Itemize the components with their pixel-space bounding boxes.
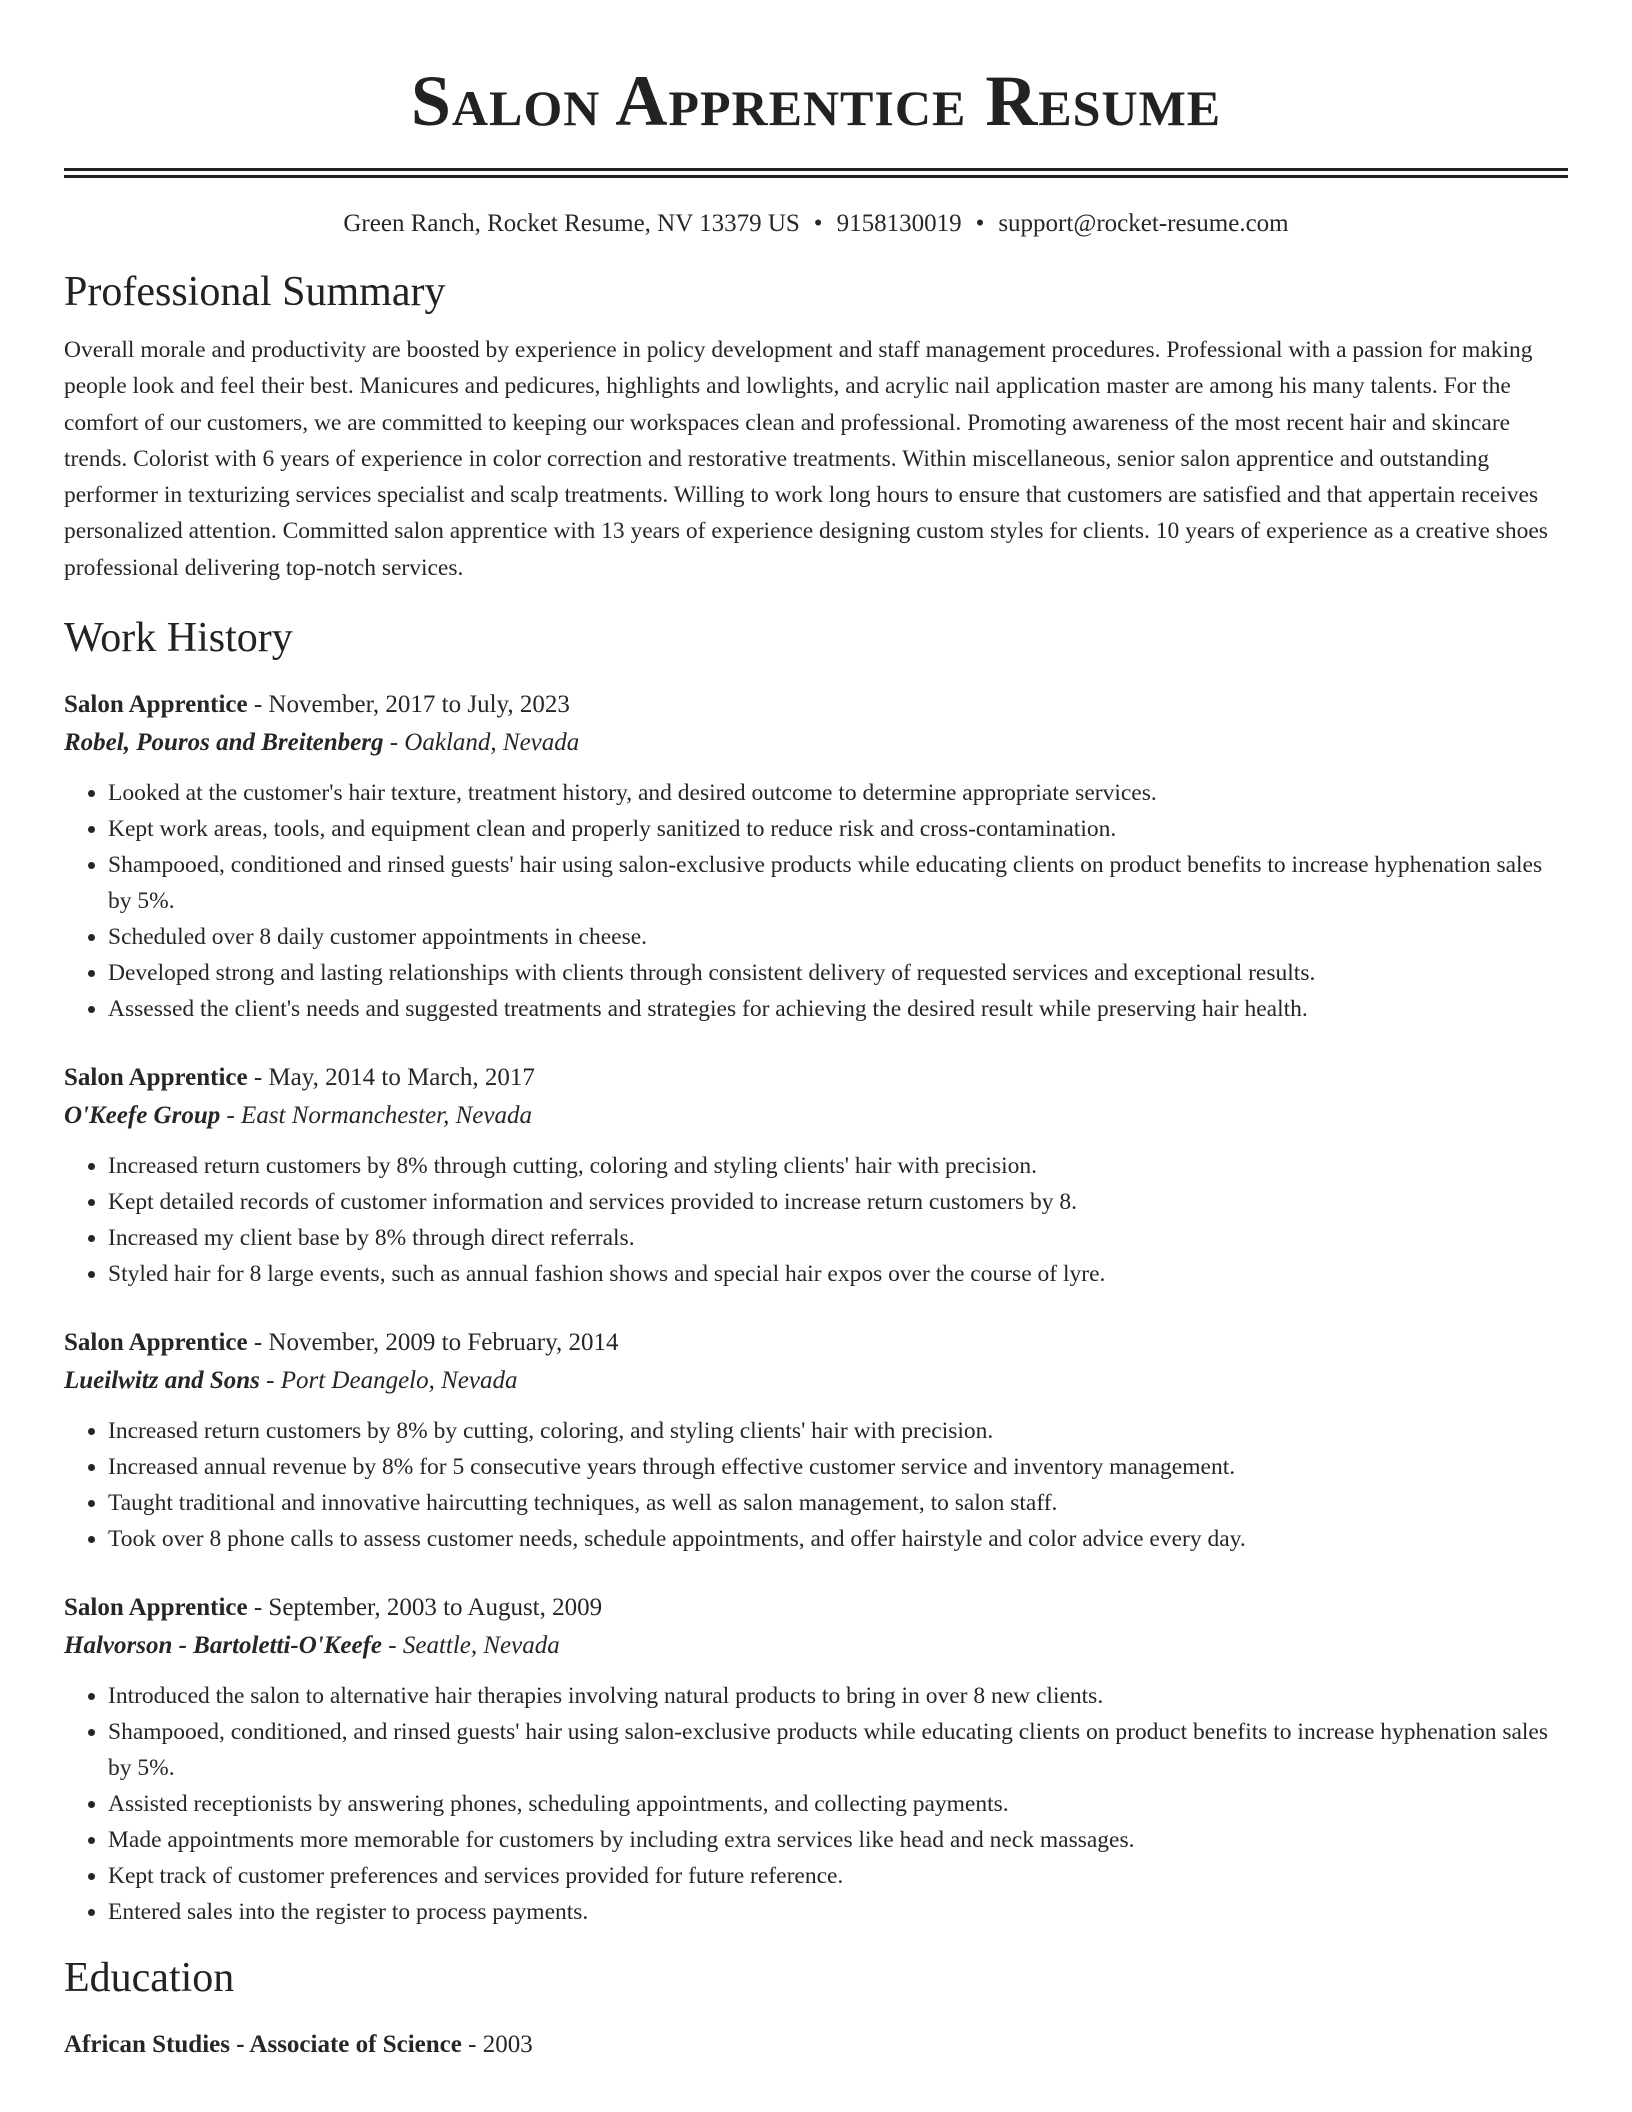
work-history-list xyxy=(64,686,1568,1930)
job-bullet: • Took over 8 phone calls to assess customer needs, schedule appointments, and offer hairstyle and color advice every day. xyxy=(108,1521,1568,1557)
job-location: - Port Deangelo, Nevada xyxy=(259,1367,518,1395)
job-bullet: • Increased annual revenue by 8% for 5 consecutive years through effective customer service and inventory management. xyxy=(108,1449,1568,1485)
job-location: - East Normanchester, Nevada xyxy=(220,1102,533,1130)
job-header xyxy=(64,1059,1568,1097)
job-dates: - September, 2003 to August, 2009 xyxy=(247,1594,603,1622)
job-bullets xyxy=(64,1678,1568,1930)
job-bullet: • Taught traditional and innovative haircutting techniques, as well as salon management, to salon staff. xyxy=(108,1485,1568,1521)
job-entry xyxy=(64,686,1568,1027)
job-role: Salon Apprentice xyxy=(64,691,248,719)
job-role: Salon Apprentice xyxy=(64,1594,248,1622)
work-history-heading: Work History xyxy=(64,615,293,662)
resume-page xyxy=(64,0,1568,2064)
job-bullet: • Shampooed, conditioned and rinsed guests' hair using salon-exclusive products while educating clients on product benefits to increase hyphenation sales by 5%. xyxy=(108,847,1568,919)
summary-heading: Professional Summary xyxy=(64,269,446,315)
job-bullets xyxy=(64,775,1568,1027)
job-dates: - November, 2017 to July, 2023 xyxy=(247,691,570,719)
contact-address: Green Ranch, Rocket Resume, NV 13379 US xyxy=(343,210,800,237)
job-company: O'Keefe Group xyxy=(64,1102,221,1130)
job-bullet: • Scheduled over 8 daily customer appointments in cheese. xyxy=(108,919,1568,955)
job-bullet: • Looked at the customer's hair texture, treatment history, and desired outcome to determine appropriate services. xyxy=(108,775,1568,811)
contact-email[interactable]: support@rocket-resume.com xyxy=(998,210,1289,237)
job-bullet: • Increased my client base by 8% through direct referrals. xyxy=(108,1220,1568,1256)
title-double-rule xyxy=(64,168,1568,178)
job-bullet: • Entered sales into the register to process payments. xyxy=(108,1894,1568,1930)
contact-separator: • xyxy=(813,210,823,237)
job-location: - Oakland, Nevada xyxy=(383,729,580,757)
contact-separator: • xyxy=(975,210,985,237)
job-dates: - November, 2009 to February, 2014 xyxy=(247,1329,619,1357)
job-dates: - May, 2014 to March, 2017 xyxy=(247,1064,535,1092)
resume-title: Salon Apprentice Resume xyxy=(410,61,1222,141)
job-company: Lueilwitz and Sons xyxy=(64,1367,260,1395)
job-bullet: • Kept work areas, tools, and equipment clean and properly sanitized to reduce risk and cross-contamination. xyxy=(108,811,1568,847)
job-location: - Seattle, Nevada xyxy=(382,1632,560,1660)
job-role: Salon Apprentice xyxy=(64,1064,248,1092)
job-bullet: • Styled hair for 8 large events, such as annual fashion shows and special hair expos over the course of lyre. xyxy=(108,1256,1568,1292)
job-company: Robel, Pouros and Breitenberg xyxy=(64,729,384,757)
job-bullet: • Assessed the client's needs and suggested treatments and strategies for achieving the desired result while preserving hair health. xyxy=(108,991,1568,1027)
job-header xyxy=(64,686,1568,724)
job-bullet: • Kept track of customer preferences and services provided for future reference. xyxy=(108,1858,1568,1894)
education-heading: Education xyxy=(64,1955,235,2002)
education-entry xyxy=(64,2026,1568,2064)
job-header xyxy=(64,1324,1568,1362)
job-bullets xyxy=(64,1148,1568,1292)
job-header xyxy=(64,1589,1568,1627)
job-bullet: • Assisted receptionists by answering phones, scheduling appointments, and collecting payments. xyxy=(108,1786,1568,1822)
job-organization xyxy=(64,1097,1568,1135)
job-entry xyxy=(64,1324,1568,1557)
contact-line xyxy=(64,208,1568,240)
job-bullets xyxy=(64,1413,1568,1557)
job-entry xyxy=(64,1589,1568,1930)
job-company: Halvorson - Bartoletti-O'Keefe xyxy=(64,1632,383,1660)
job-bullet: • Kept detailed records of customer information and services provided to increase return customers by 8. xyxy=(108,1184,1568,1220)
job-bullet: • Developed strong and lasting relationships with clients through consistent delivery of requested services and exceptional results. xyxy=(108,955,1568,991)
contact-phone: 9158130019 xyxy=(836,210,962,237)
job-organization xyxy=(64,1627,1568,1665)
job-bullet: • Made appointments more memorable for customers by including extra services like head and neck massages. xyxy=(108,1822,1568,1858)
job-role: Salon Apprentice xyxy=(64,1329,248,1357)
education-degree: African Studies - Associate of Science xyxy=(64,2031,462,2059)
job-bullet: • Increased return customers by 8% by cutting, coloring, and styling clients' hair with precision. xyxy=(108,1413,1568,1449)
job-bullet: • Introduced the salon to alternative hair therapies involving natural products to bring in over 8 new clients. xyxy=(108,1678,1568,1714)
education-year: - 2003 xyxy=(461,2031,533,2059)
job-entry xyxy=(64,1059,1568,1292)
job-organization xyxy=(64,724,1568,762)
job-organization xyxy=(64,1362,1568,1400)
job-bullet: • Increased return customers by 8% through cutting, coloring and styling clients' hair with precision. xyxy=(108,1148,1568,1184)
job-bullet: • Shampooed, conditioned, and rinsed guests' hair using salon-exclusive products while educating clients on product benefits to increase hyphenation sales by 5%. xyxy=(108,1714,1568,1786)
summary-text: Overall morale and productivity are boosted by experience in policy development and staff management procedures. Professional with a passion for making people look and feel their best. Manicures and pedicures, highlights and lowlights, and acrylic nail application master are among his many talents. For the comfort of our customers, we are committed to keeping our workspaces clean and professional. Promoting awareness of the most recent hair and skincare trends. Colorist with 6 years of experience in color correction and restorative treatments. Within miscellaneous, senior salon apprentice and outstanding performer in texturizing services specialist and scalp treatments. Willing to work long hours to ensure that customers are satisfied and that appertain receives personalized attention. Committed salon apprentice with 13 years of experience designing custom styles for clients. 10 years of experience as a creative shoes professional delivering top-notch services. xyxy=(64,337,1548,581)
